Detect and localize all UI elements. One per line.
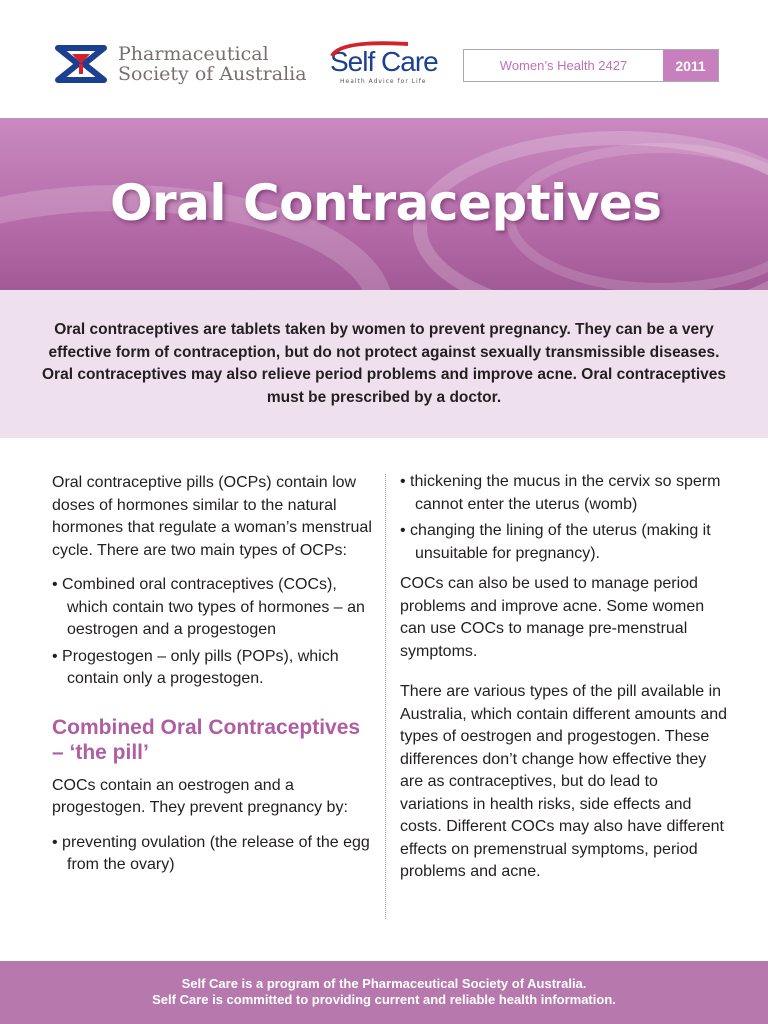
- page-title: Oral Contraceptives: [110, 174, 662, 232]
- psa-emblem-icon: [54, 44, 108, 84]
- selfcare-tagline: Health Advice for Life: [340, 78, 427, 85]
- title-banner: [0, 118, 768, 290]
- series-label: Women’s Health 2427: [499, 58, 628, 73]
- list-item: • Progestogen – only pills (POPs), which contain only a progestogen.: [52, 647, 339, 687]
- list-item: • changing the lining of the uterus (making it unsuitable for pregnancy).: [400, 522, 711, 562]
- paragraph: COCs contain an oestrogen and a progestogen. They prevent pregnancy by:: [52, 776, 348, 816]
- list-item: • thickening the mucus in the cervix so sperm cannot enter the uterus (womb): [400, 473, 721, 513]
- selfcare-wordmark: Self Care: [330, 46, 438, 77]
- list-item: • preventing ovulation (the release of the egg from the ovary): [52, 833, 370, 873]
- paragraph: COCs can also be used to manage period problems and improve acne. Some women can use COCs to manage pre-menstrual symptoms.: [400, 575, 705, 660]
- header: [0, 0, 768, 118]
- org-name: Pharmaceutical: [118, 43, 269, 65]
- footer: [0, 961, 768, 1024]
- org-name-2: Society of Australia: [118, 63, 307, 85]
- list-item: • Combined oral contraceptives (COCs), which contain two types of hormones – an oestrogen and a progestogen: [52, 576, 365, 638]
- paragraph: There are various types of the pill available in Australia, which contain different amounts and types of oestrogen and progestogen. These differences don’t change how effective they are as contraceptives, but do lead to variations in health risks, side effects and costs. Different COCs may also have different effects on premenstrual symptoms, period problems and acne.: [400, 683, 728, 880]
- psa-logo: [54, 44, 307, 84]
- column-divider: [385, 474, 386, 919]
- section-heading: Combined Oral Contraceptives – ‘the pill’: [52, 715, 361, 764]
- intro-text: Oral contraceptives are tablets taken by women to prevent pregnancy. They can be a very effective form of contraception, but do not protect against sexually transmissible diseases. Oral contraceptives may also relieve period problems and improve acne. Oral contraceptives must be prescribed by a doctor.: [42, 321, 726, 406]
- footer-line: Self Care is a program of the Pharmaceutical Society of Australia.: [181, 976, 587, 991]
- year-label: 2011: [663, 50, 718, 81]
- series-badge: [463, 49, 719, 82]
- footer-line: Self Care is committed to providing current and reliable health information.: [152, 992, 616, 1007]
- right-column: [400, 471, 730, 896]
- paragraph: Oral contraceptive pills (OCPs) contain low doses of hormones similar to the natural hormones that regulate a woman’s menstrual cycle. There are two main types of OCPs:: [52, 474, 372, 559]
- selfcare-logo: [330, 40, 438, 85]
- intro-box: [0, 290, 768, 438]
- left-column: [52, 472, 372, 881]
- swoosh-icon: [330, 38, 410, 58]
